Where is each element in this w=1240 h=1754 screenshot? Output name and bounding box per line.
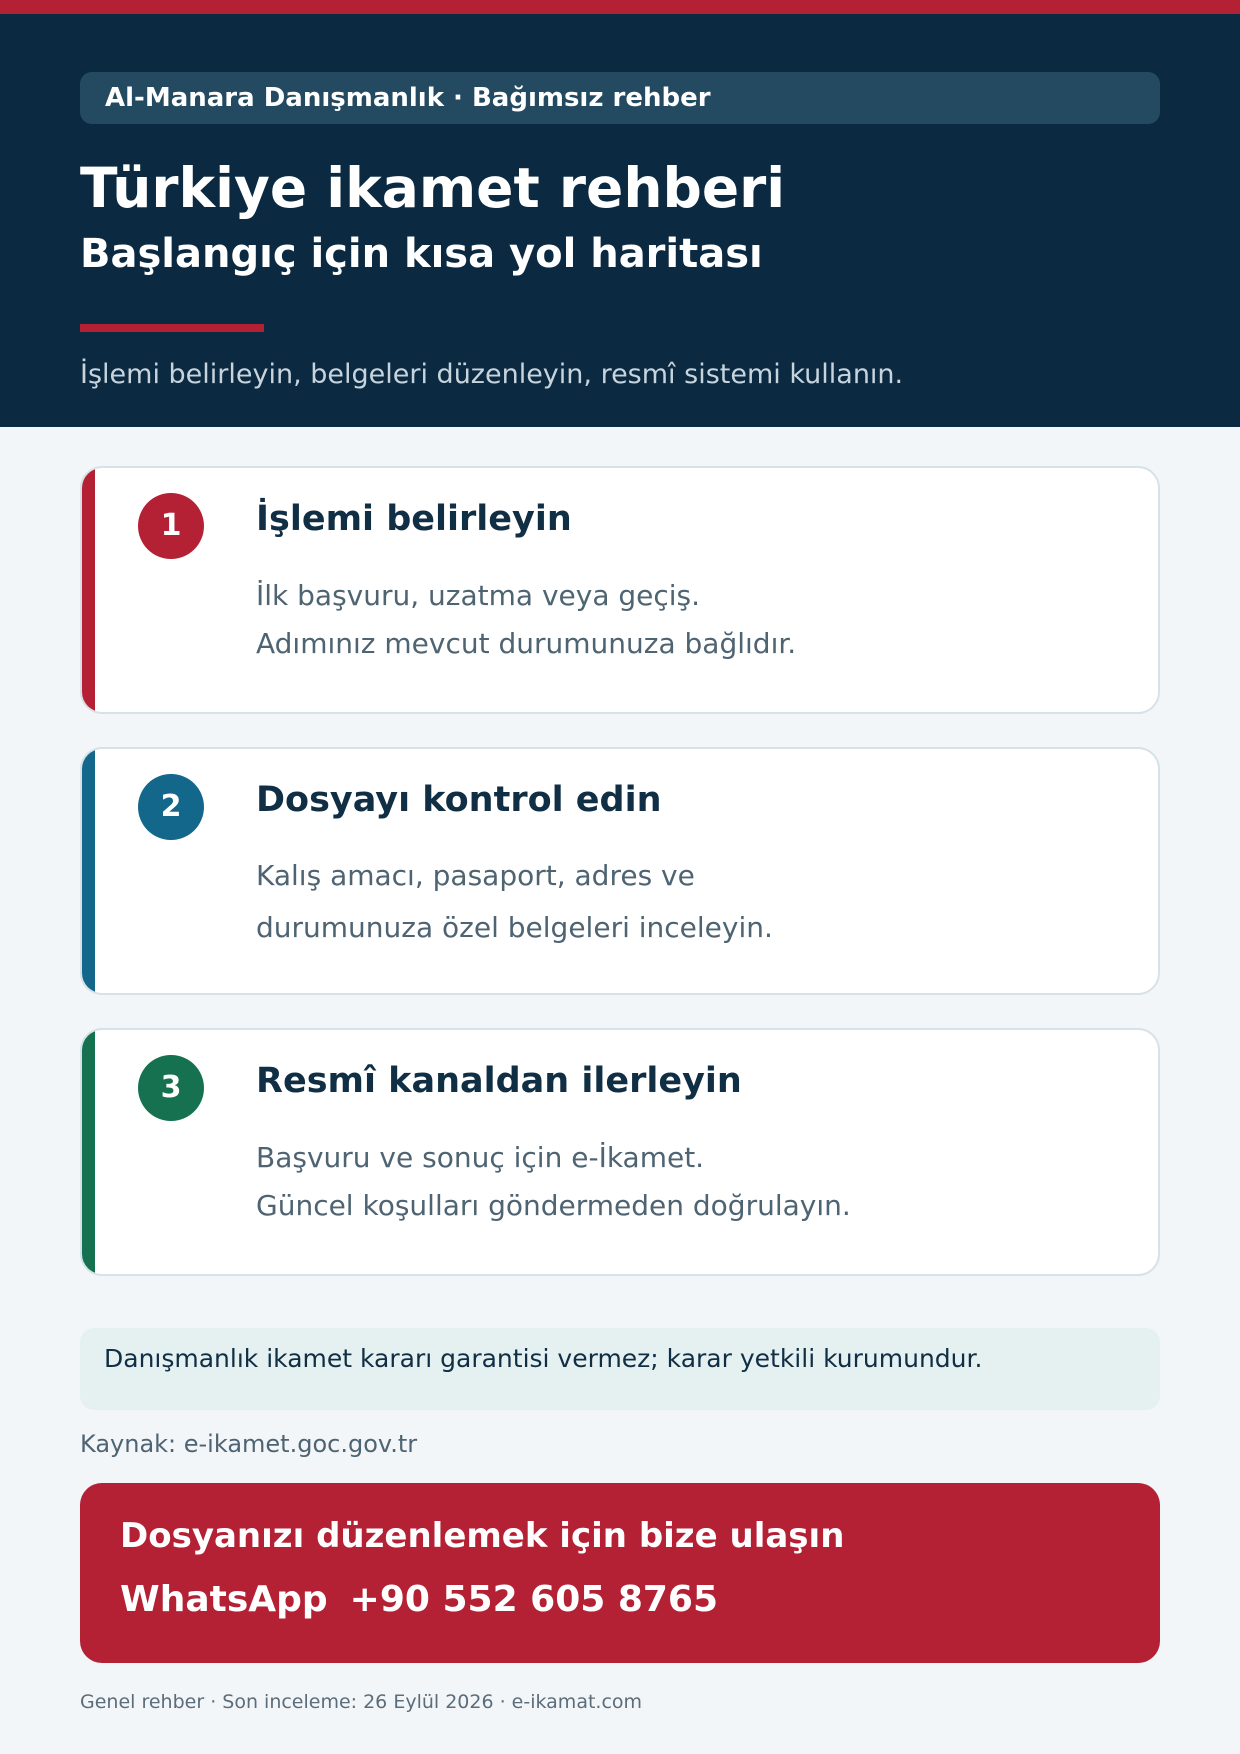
step-card-3 <box>80 1028 1160 1276</box>
page-title: Türkiye ikamet rehberi <box>80 156 786 220</box>
phone-number-link[interactable]: +90 552 605 8765 <box>349 1579 719 1620</box>
step-number-badge: 1 <box>138 493 204 559</box>
step-description-line: Adımınız mevcut durumunuza bağlıdır. <box>256 627 797 660</box>
step-description-line: Güncel koşulları göndermeden doğrulayın. <box>256 1189 851 1222</box>
top-accent-bar <box>0 0 1240 14</box>
step-stripe <box>82 468 95 712</box>
page-subtitle: Başlangıç için kısa yol haritası <box>80 231 763 277</box>
step-stripe <box>82 1030 95 1274</box>
step-description-line: İlk başvuru, uzatma veya geçiş. <box>256 579 701 612</box>
cta-headline: Dosyanızı düzenlemek için bize ulaşın <box>120 1516 845 1556</box>
step-title: Dosyayı kontrol edin <box>256 780 662 820</box>
step-description <box>256 572 796 668</box>
page-footer: Genel rehber · Son inceleme: 26 Eylül 2026 · e-ikamat.com <box>80 1691 643 1713</box>
title-underline <box>80 324 264 332</box>
step-description <box>256 850 773 954</box>
source-link[interactable]: Kaynak: e-ikamet.goc.gov.tr <box>80 1430 418 1458</box>
step-description-line: Kalış amacı, pasaport, adres ve <box>256 859 695 892</box>
step-card-2 <box>80 747 1160 995</box>
publisher-badge: Al-Manara Danışmanlık · Bağımsız rehber <box>80 72 1160 124</box>
step-number-badge: 2 <box>138 774 204 840</box>
step-card-1 <box>80 466 1160 714</box>
step-number-badge: 3 <box>138 1055 204 1121</box>
step-title: Resmî kanaldan ilerleyin <box>256 1061 742 1101</box>
step-stripe <box>82 749 95 993</box>
disclaimer-note: Danışmanlık ikamet kararı garantisi vermez; karar yetkili kurumundur. <box>80 1328 1160 1410</box>
step-description-line: Başvuru ve sonuç için e-İkamet. <box>256 1141 705 1174</box>
contact-cta-box[interactable] <box>80 1483 1160 1663</box>
page-header <box>0 14 1240 427</box>
step-description <box>256 1134 851 1230</box>
cta-contact-line <box>120 1576 718 1624</box>
whatsapp-label: WhatsApp <box>120 1579 328 1620</box>
intro-text: İşlemi belirleyin, belgeleri düzenleyin, resmî sistemi kullanın. <box>80 359 904 390</box>
step-title: İşlemi belirleyin <box>256 499 572 539</box>
step-description-line: durumunuza özel belgeleri inceleyin. <box>256 911 773 944</box>
